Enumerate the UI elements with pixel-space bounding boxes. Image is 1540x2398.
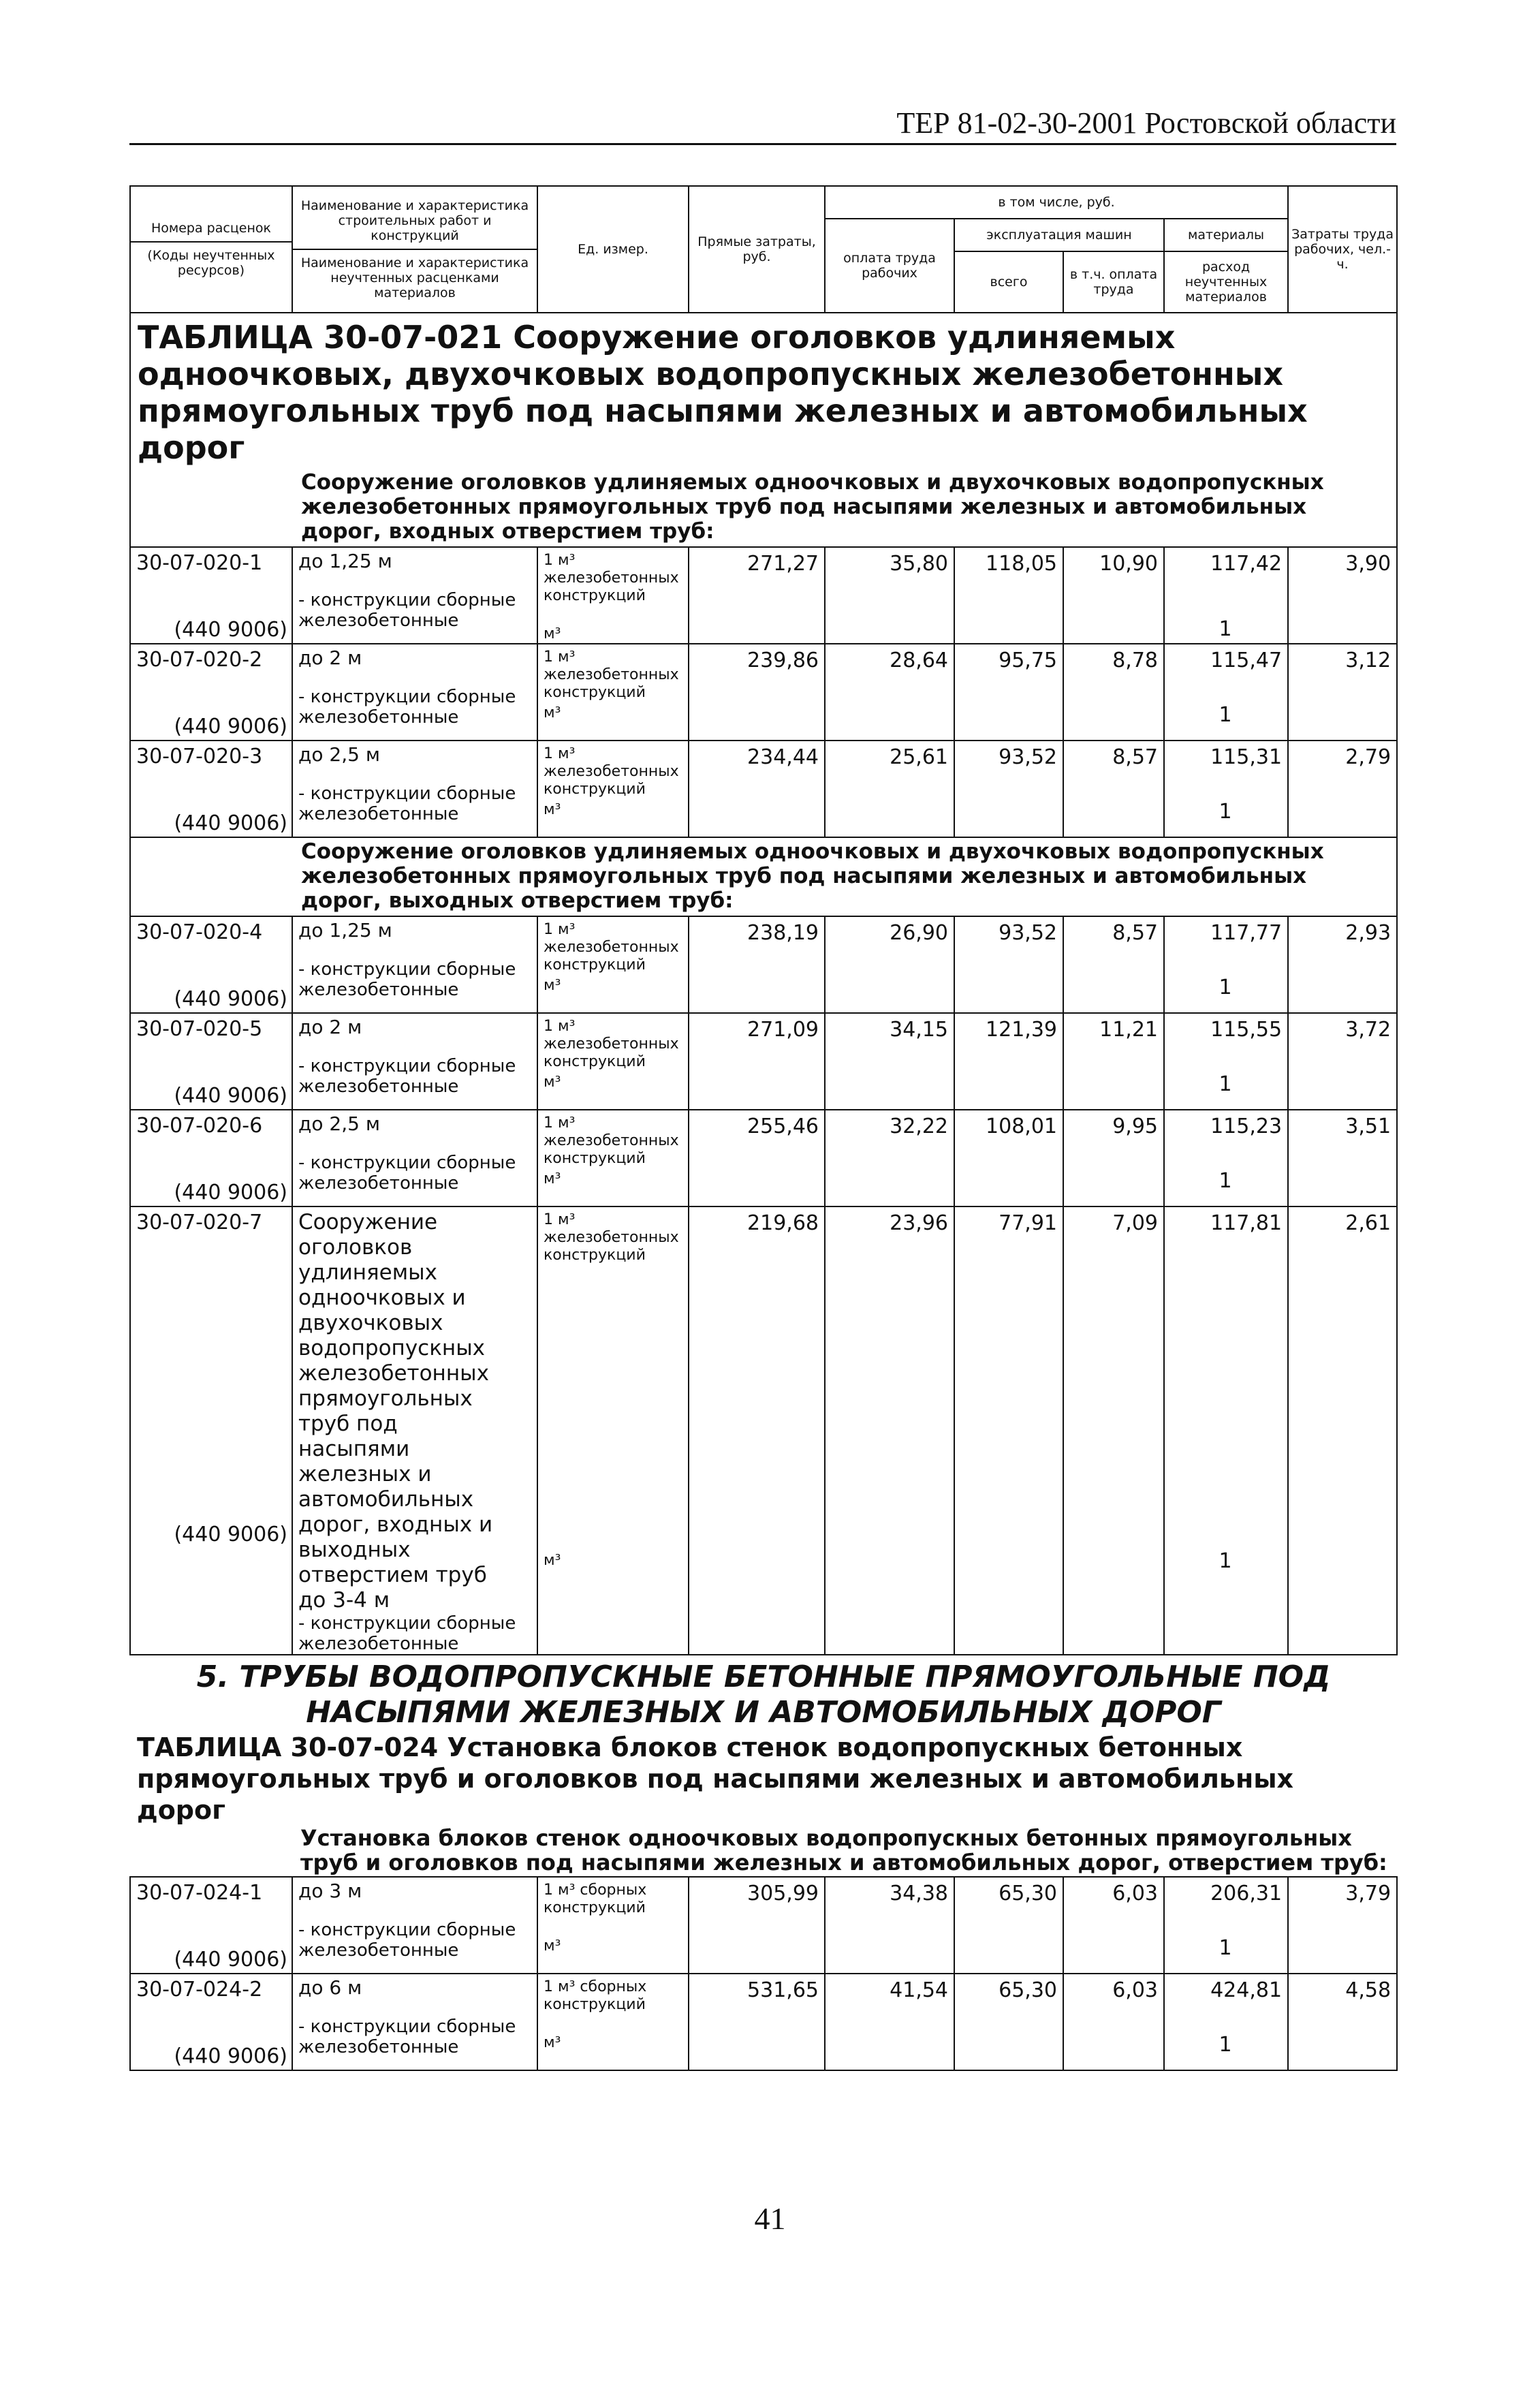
- direct-cost: 238,19: [689, 916, 825, 1013]
- resource-amount: 1: [1219, 1169, 1232, 1193]
- materials-cost: 117,81: [1210, 1211, 1283, 1235]
- materials-cost: 117,77: [1210, 921, 1283, 945]
- table-row: [130, 916, 1397, 1013]
- col-materials-use-header: расход неучтенных материалов: [1164, 251, 1288, 313]
- materials-cost: 206,31: [1210, 1882, 1283, 1905]
- resource-amount: 1: [1219, 2033, 1232, 2057]
- direct-cost: 305,99: [689, 1877, 825, 1974]
- table1-label: ТАБЛИЦА 30-07-021: [138, 319, 503, 356]
- resource-name: - конструкции сборные железобетонные: [298, 590, 516, 631]
- rate-code: 30-07-020-6: [136, 1114, 263, 1138]
- resource-name: - конструкции сборные железобетонные: [298, 1153, 516, 1194]
- machines-labor: 9,95: [1063, 1110, 1164, 1206]
- materials-cost: 115,23: [1210, 1115, 1283, 1138]
- table2-subtitle: Установка блоков стенок одноочковых водопропускных бетонных прямоугольных труб и оголовков под насыпями железных и автомобильных дорог, отверстием труб:: [300, 1825, 1387, 1875]
- column-header-row-1: [130, 186, 1397, 219]
- materials-cost: 115,55: [1210, 1018, 1283, 1042]
- rate-code: 30-07-024-1: [136, 1881, 263, 1905]
- section5-title: 5. ТРУБЫ ВОДОПРОПУСКНЫЕ БЕТОННЫЕ ПРЯМОУГОЛЬНЫЕ ПОД НАСЫПЯМИ ЖЕЛЕЗНЫХ И АВТОМОБИЛЬНЫХ ДОРОГ: [196, 1660, 1331, 1730]
- page-number: 41: [754, 2201, 786, 2236]
- col-name-header: Наименование и характеристика строительных работ и конструкций Наименование и характеристика неучтенных расценками материалов: [292, 186, 537, 313]
- col-labor-pay-header: оплата труда рабочих: [825, 219, 954, 313]
- rate-unit: 1 м³ железобетонных конструкций: [544, 649, 679, 701]
- labor-pay: 26,90: [825, 916, 954, 1013]
- labor-pay: 32,22: [825, 1110, 954, 1206]
- resource-code: (440 9006): [174, 1084, 287, 1108]
- resource-name: - конструкции сборные железобетонные: [298, 1056, 516, 1097]
- labor-pay: 28,64: [825, 644, 954, 741]
- resource-amount: 1: [1219, 1549, 1232, 1573]
- col-including-header: в том числе, руб.: [825, 186, 1288, 219]
- machines-total: 93,52: [954, 916, 1063, 1013]
- section5-title-row: [130, 1655, 1397, 1877]
- resource-unit: м³: [544, 1552, 561, 1569]
- rate-name: до 2 м: [298, 647, 362, 669]
- table-row: [130, 1110, 1397, 1206]
- resource-unit: м³: [544, 1074, 561, 1091]
- rate-name: до 2 м: [298, 1016, 362, 1038]
- running-header: [129, 102, 1396, 145]
- table2-label: ТАБЛИЦА 30-07-024: [137, 1732, 439, 1762]
- labor-hours: 3,12: [1288, 644, 1397, 741]
- rate-unit: 1 м³ железобетонных конструкций: [544, 745, 679, 798]
- table1-heading: [131, 313, 1396, 469]
- labor-pay: 23,96: [825, 1206, 954, 1655]
- resource-code: (440 9006): [174, 811, 287, 835]
- col-unit-header: Ед. измер.: [537, 186, 689, 313]
- table-row: [130, 644, 1397, 741]
- resource-code: (440 9006): [174, 2044, 287, 2068]
- resource-name: - конструкции сборные железобетонные: [298, 783, 516, 824]
- resource-unit: м³: [544, 801, 561, 818]
- labor-hours: 2,79: [1288, 741, 1397, 837]
- resource-unit: м³: [544, 977, 561, 994]
- table1-subtitle-out: Сооружение оголовков удлиняемых одноочковых и двухочковых водопропускных железобетонных прямоугольных труб под насыпями железных и автомобильных дорог, выходных отверстием труб:: [301, 839, 1324, 913]
- direct-cost: 271,27: [689, 547, 825, 644]
- rate-code: 30-07-020-1: [136, 551, 263, 575]
- rate-name: до 1,25 м: [298, 550, 392, 572]
- labor-pay: 25,61: [825, 741, 954, 837]
- rate-name: Сооружение оголовков удлиняемых одноочковых и двухочковых водопропускных железобетонных прямоугольных труб под насыпями железных и автомобильных дорог, входных и выходных отверстием труб до 3-4 м: [298, 1210, 493, 1613]
- rate-unit: 1 м³ железобетонных конструкций: [544, 1115, 679, 1167]
- col-direct-header: Прямые затраты, руб.: [689, 186, 825, 313]
- materials-cost: 117,42: [1210, 552, 1283, 576]
- table2-heading: [130, 1730, 1397, 1826]
- resource-code: (440 9006): [174, 1523, 287, 1546]
- machines-total: 118,05: [954, 547, 1063, 644]
- machines-labor: 8,78: [1063, 644, 1164, 741]
- direct-cost: 219,68: [689, 1206, 825, 1655]
- resource-name: - конструкции сборные железобетонные: [298, 2016, 516, 2057]
- doc-reference: ТЕР 81-02-30-2001 Ростовской области: [896, 106, 1396, 140]
- table-row: [130, 1877, 1397, 1974]
- labor-hours: 2,61: [1288, 1206, 1397, 1655]
- table1-title-row: [130, 313, 1397, 547]
- resource-amount: 1: [1219, 1072, 1232, 1096]
- rates-table-page: [129, 185, 1396, 2071]
- table1-subtitle-in: Сооружение оголовков удлиняемых одноочковых и двухочковых водопропускных железобетонных прямоугольных труб под насыпями железных и автомобильных дорог, входных отверстием труб:: [301, 470, 1324, 544]
- resource-code: (440 9006): [174, 715, 287, 738]
- labor-pay: 34,38: [825, 1877, 954, 1974]
- resource-code: (440 9006): [174, 1948, 287, 1972]
- resource-unit: м³: [544, 1937, 561, 1955]
- rate-code: 30-07-020-7: [136, 1211, 263, 1234]
- col-machines-header: эксплуатация машин: [954, 219, 1164, 251]
- col-machines-total-header: всего: [954, 251, 1063, 313]
- resource-name: - конструкции сборные железобетонные: [298, 687, 516, 728]
- machines-labor: 11,21: [1063, 1013, 1164, 1110]
- resource-unit: м³: [544, 1170, 561, 1187]
- machines-total: 121,39: [954, 1013, 1063, 1110]
- col-machines-labor-header: в т.ч. оплата труда: [1063, 251, 1164, 313]
- resource-unit: м³: [544, 2034, 561, 2051]
- materials-cost: 424,81: [1210, 1978, 1283, 2002]
- machines-labor: 8,57: [1063, 916, 1164, 1013]
- labor-pay: 41,54: [825, 1974, 954, 2070]
- labor-hours: 3,51: [1288, 1110, 1397, 1206]
- resource-unit: м³: [544, 625, 561, 642]
- table-row: [130, 1206, 1397, 1655]
- table-row: [130, 741, 1397, 837]
- rates-table: [129, 185, 1398, 2071]
- rate-unit: 1 м³ железобетонных конструкций: [544, 1018, 679, 1070]
- machines-total: 65,30: [954, 1877, 1063, 1974]
- table-row: [130, 1974, 1397, 2070]
- machines-total: 77,91: [954, 1206, 1063, 1655]
- machines-labor: 8,57: [1063, 741, 1164, 837]
- resource-name: - конструкции сборные железобетонные: [298, 1613, 516, 1654]
- col-code-header: Номера расценок (Коды неучтенных ресурсов): [130, 186, 292, 313]
- col-materials-header: материалы: [1164, 219, 1288, 251]
- rate-name: до 1,25 м: [298, 919, 392, 941]
- rate-unit: 1 м³ сборных конструкций: [544, 1978, 647, 2013]
- rate-unit: 1 м³ железобетонных конструкций: [544, 1211, 679, 1264]
- rate-name: до 2,5 м: [298, 743, 380, 766]
- rate-code: 30-07-020-2: [136, 648, 263, 672]
- direct-cost: 239,86: [689, 644, 825, 741]
- resource-amount: 1: [1219, 1936, 1232, 1960]
- machines-total: 95,75: [954, 644, 1063, 741]
- rate-code: 30-07-020-3: [136, 745, 263, 768]
- resource-amount: 1: [1219, 617, 1232, 641]
- materials-cost: 115,31: [1210, 745, 1283, 769]
- rate-name: до 2,5 м: [298, 1112, 380, 1135]
- machines-total: 108,01: [954, 1110, 1063, 1206]
- rate-code: 30-07-024-2: [136, 1978, 263, 2002]
- resource-amount: 1: [1219, 800, 1232, 824]
- labor-hours: 3,72: [1288, 1013, 1397, 1110]
- rate-unit: 1 м³ железобетонных конструкций: [544, 921, 679, 974]
- machines-labor: 6,03: [1063, 1877, 1164, 1974]
- labor-pay: 35,80: [825, 547, 954, 644]
- labor-pay: 34,15: [825, 1013, 954, 1110]
- resource-code: (440 9006): [174, 1181, 287, 1204]
- labor-hours: 3,79: [1288, 1877, 1397, 1974]
- table-row: [130, 1013, 1397, 1110]
- direct-cost: 255,46: [689, 1110, 825, 1206]
- direct-cost: 234,44: [689, 741, 825, 837]
- table1-subtitle-out-row: [130, 837, 1397, 916]
- table-row: [130, 547, 1397, 644]
- resource-code: (440 9006): [174, 618, 287, 642]
- rate-name: до 3 м: [298, 1880, 362, 1902]
- rate-unit: 1 м³ железобетонных конструкций: [544, 552, 679, 604]
- labor-hours: 2,93: [1288, 916, 1397, 1013]
- machines-total: 93,52: [954, 741, 1063, 837]
- resource-unit: м³: [544, 704, 561, 721]
- machines-total: 65,30: [954, 1974, 1063, 2070]
- materials-cost: 115,47: [1210, 649, 1283, 672]
- labor-hours: 4,58: [1288, 1974, 1397, 2070]
- rate-code: 30-07-020-5: [136, 1017, 263, 1041]
- rate-unit: 1 м³ сборных конструкций: [544, 1882, 647, 1916]
- machines-labor: 6,03: [1063, 1974, 1164, 2070]
- resource-amount: 1: [1219, 976, 1232, 999]
- resource-name: - конструкции сборные железобетонные: [298, 959, 516, 1000]
- table1-title: Сооружение оголовков удлиняемых одноочковых, двухочковых водопропускных железобетонных прямоугольных труб под насыпями железных и автомобильных дорог: [138, 319, 1308, 466]
- machines-labor: 10,90: [1063, 547, 1164, 644]
- rate-code: 30-07-020-4: [136, 920, 263, 944]
- direct-cost: 271,09: [689, 1013, 825, 1110]
- resource-code: (440 9006): [174, 987, 287, 1011]
- rate-name: до 6 м: [298, 1976, 362, 1999]
- direct-cost: 531,65: [689, 1974, 825, 2070]
- labor-hours: 3,90: [1288, 547, 1397, 644]
- resource-name: - конструкции сборные железобетонные: [298, 1920, 516, 1961]
- machines-labor: 7,09: [1063, 1206, 1164, 1655]
- resource-amount: 1: [1219, 703, 1232, 727]
- table2-title: Установка блоков стенок водопропускных бетонных прямоугольных труб и оголовков под насыпями железных и автомобильных дорог: [137, 1732, 1294, 1825]
- col-labor-hours-header: Затраты труда рабочих, чел.-ч.: [1288, 186, 1397, 313]
